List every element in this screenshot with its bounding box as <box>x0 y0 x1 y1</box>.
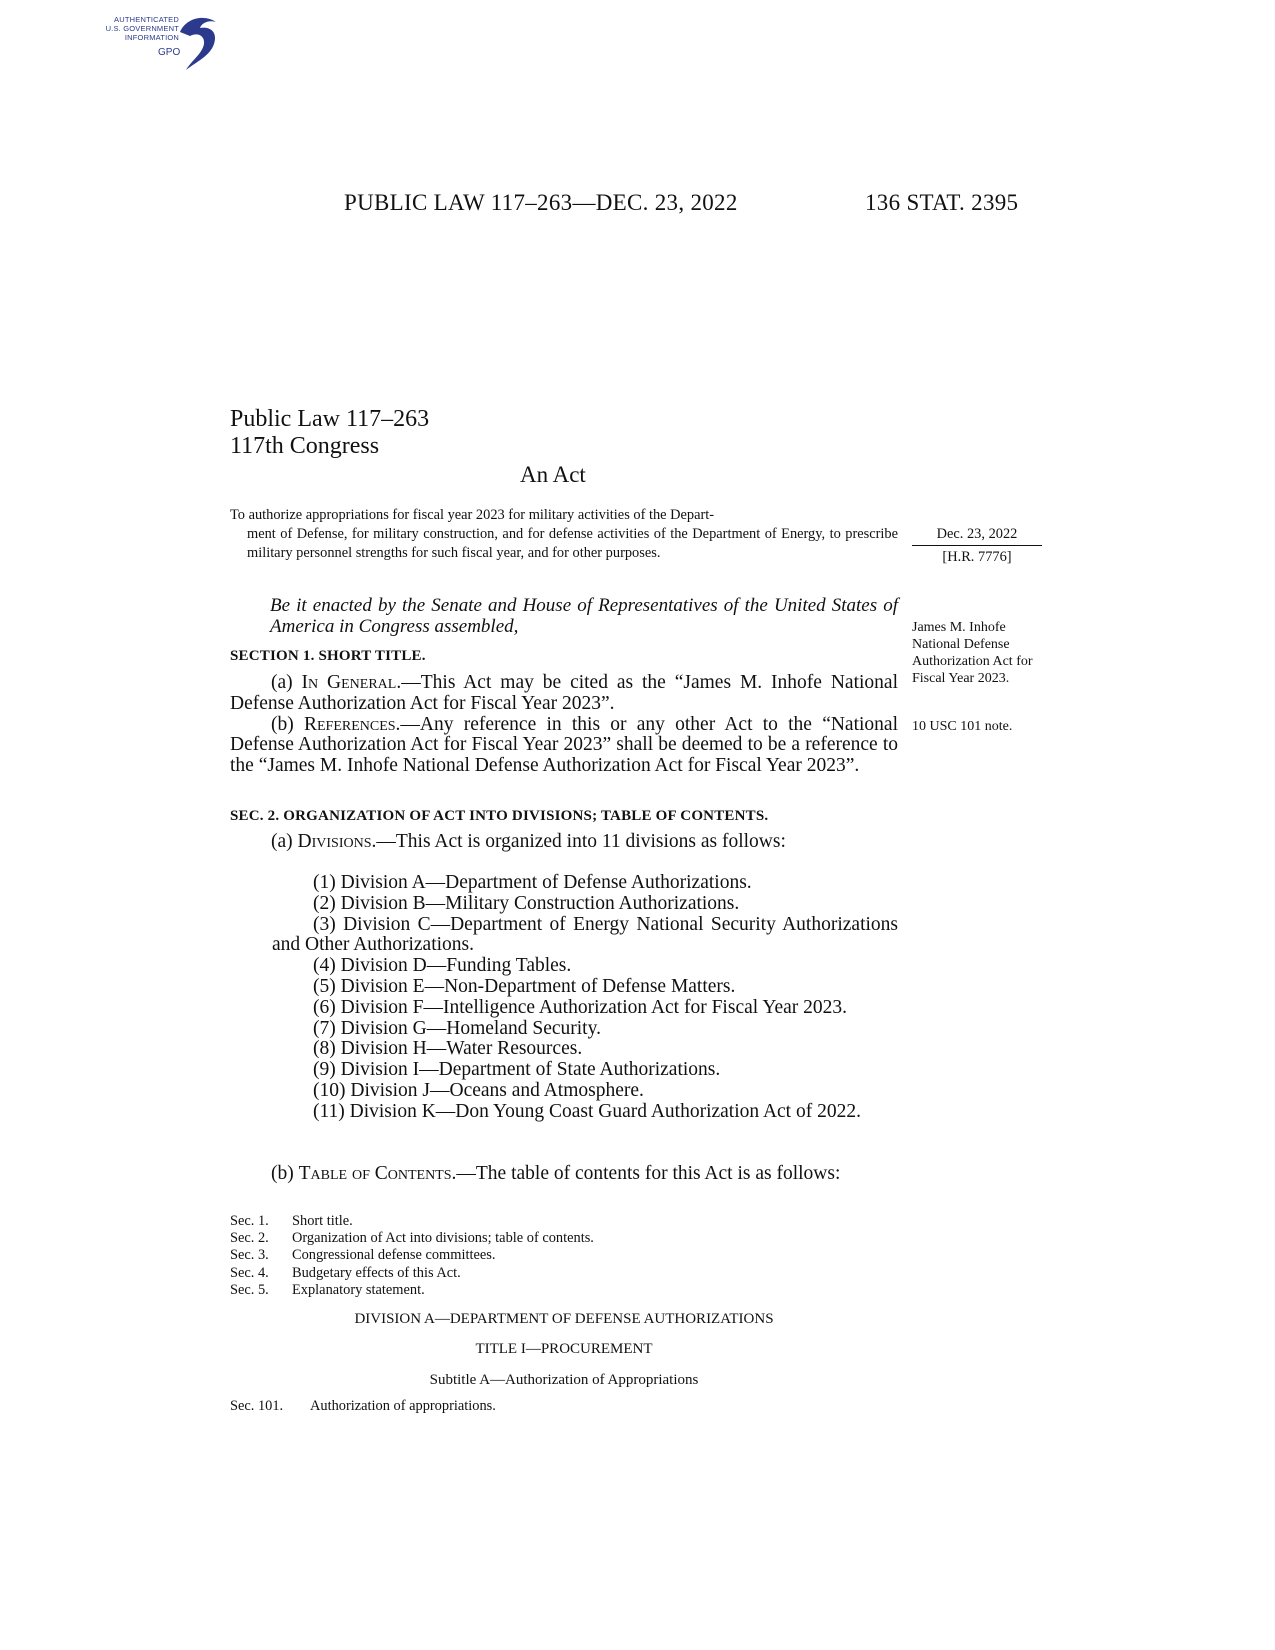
usc-margin-note: 10 USC 101 note. <box>912 719 1013 734</box>
toc-division-heading: DIVISION A—DEPARTMENT OF DEFENSE AUTHORIZATIONS <box>354 1311 774 1327</box>
short-title-margin-note: James M. Inhofe National Defense Authorization Act for Fiscal Year 2023. <box>912 620 1033 686</box>
toc-row: Sec. 3. Congressional defense committees. <box>230 1247 496 1264</box>
logo-line-1: AUTHENTICATED <box>114 15 179 24</box>
list-item: (5) Division E—Non-Department of Defense Matters. <box>313 975 736 997</box>
public-law-number: Public Law 117–263 <box>230 406 430 432</box>
logo-line-2: U.S. GOVERNMENT <box>105 24 179 33</box>
enactment-date: Dec. 23, 2022 <box>936 526 1018 542</box>
logo-abbr: GPO <box>158 47 181 58</box>
logo-line-3: INFORMATION <box>124 33 179 42</box>
list-item: (3) Division C—Department of Energy National Security Authorizations and Other Authorizations. <box>272 913 898 956</box>
table-of-contents <box>230 1213 594 1299</box>
eagle-icon <box>166 10 226 74</box>
list-item: (11) Division K—Don Young Coast Guard Authorization Act of 2022. <box>313 1100 861 1122</box>
section-2-a: (a) Divisions.—This Act is organized into 11 divisions as follows: <box>271 831 786 852</box>
gpo-authentication-logo <box>96 10 231 74</box>
list-item: (9) Division I—Department of State Authorizations. <box>313 1059 721 1081</box>
purpose-clause <box>230 506 898 563</box>
list-item: (4) Division D—Funding Tables. <box>313 955 572 977</box>
running-head-law-date: PUBLIC LAW 117–263—DEC. 23, 2022 <box>344 190 738 215</box>
bill-number: [H.R. 7776] <box>942 549 1012 565</box>
list-item: (10) Division J—Oceans and Atmosphere. <box>313 1079 644 1101</box>
toc-row: Sec. 4. Budgetary effects of this Act. <box>230 1264 461 1281</box>
section-1-heading: SECTION 1. SHORT TITLE. <box>230 648 426 664</box>
toc-row: Sec. 5. Explanatory statement. <box>230 1281 425 1298</box>
list-item: (6) Division F—Intelligence Authorization Act for Fiscal Year 2023. <box>313 996 848 1018</box>
section-2-b: (b) Table of Contents.—The table of contents for this Act is as follows: <box>271 1163 841 1184</box>
toc-subtitle-heading: Subtitle A—Authorization of Appropriations <box>429 1372 699 1388</box>
margin-rule <box>912 545 1042 546</box>
section-1-a: (a) In General.—This Act may be cited as the “James M. Inhofe National Defense Authorization Act for Fiscal Year 2023”. <box>230 672 898 714</box>
enacting-clause: Be it enacted by the Senate and House of Representatives of the United States of America in Congress assembled, <box>270 595 898 637</box>
toc-title-heading: TITLE I—PROCUREMENT <box>475 1341 653 1357</box>
purpose-first-line: To authorize appropriations for fiscal year 2023 for military activities of the Depart- <box>230 507 715 523</box>
section-1-body <box>230 673 898 777</box>
list-item: (2) Division B—Military Construction Authorizations. <box>313 892 740 914</box>
toc-row: Sec. 2. Organization of Act into divisions; table of contents. <box>230 1230 594 1247</box>
list-item: (7) Division G—Homeland Security. <box>313 1017 601 1039</box>
division-list <box>230 873 898 1123</box>
act-heading: An Act <box>520 462 586 487</box>
section-1-b: (b) References.—Any reference in this or any other Act to the “National Defense Authorization Act for Fiscal Year 2023” shall be deemed to be a reference to the “James M. Inhofe National Defense Authorization Act for Fiscal Year 2023”. <box>230 713 898 777</box>
purpose-rest: ment of Defense, for military construction, and for defense activities of the Department of Energy, to prescribe military personnel strengths for such fiscal year, and for other purposes. <box>247 526 898 561</box>
congress-number: 117th Congress <box>230 433 380 459</box>
section-2-heading: SEC. 2. ORGANIZATION OF ACT INTO DIVISIONS; TABLE OF CONTENTS. <box>230 808 769 824</box>
list-item: (1) Division A—Department of Defense Authorizations. <box>313 872 752 893</box>
list-item: (8) Division H—Water Resources. <box>313 1038 583 1060</box>
running-head-stat: 136 STAT. 2395 <box>865 190 1019 215</box>
toc-row: Sec. 101. Authorization of appropriations. <box>230 1398 496 1414</box>
toc-row: Sec. 1. Short title. <box>230 1213 353 1229</box>
